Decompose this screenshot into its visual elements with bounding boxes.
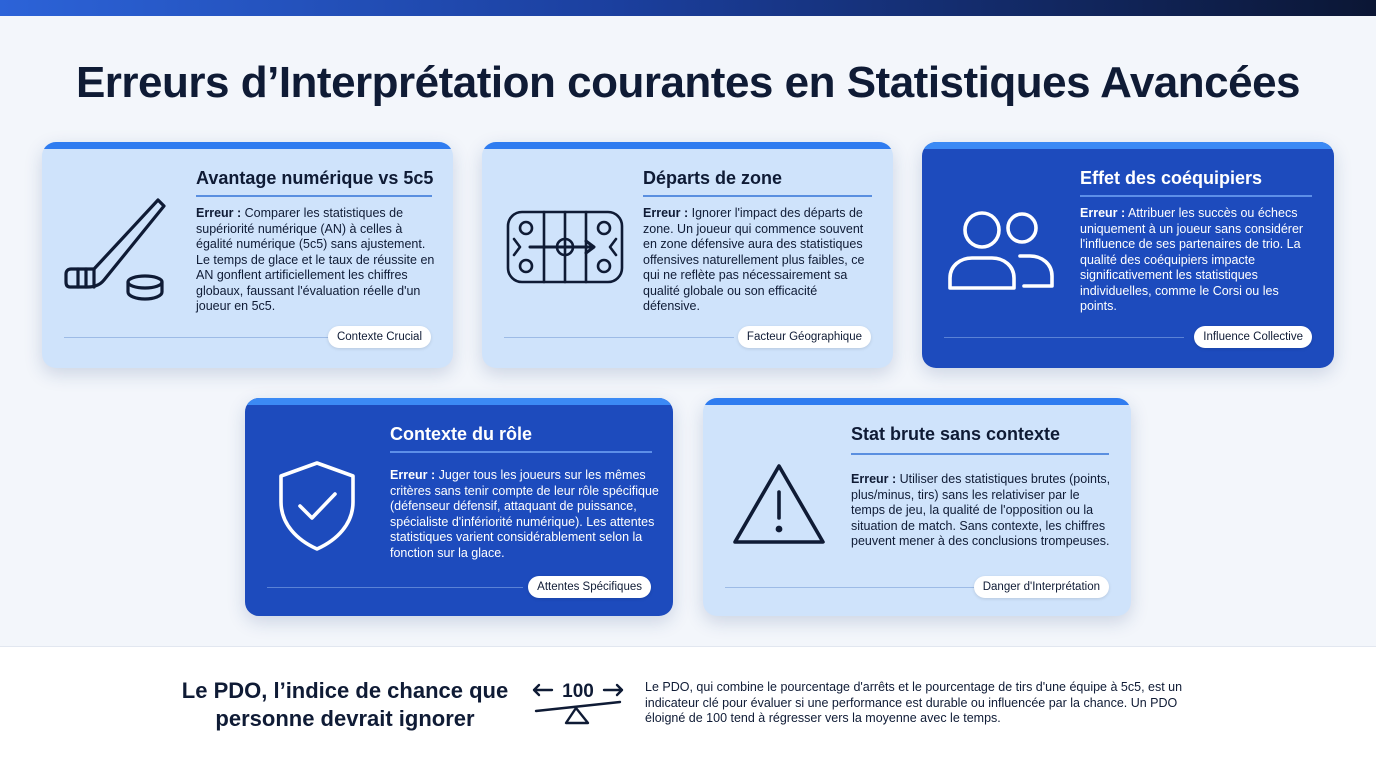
title-divider xyxy=(851,453,1109,455)
title-divider xyxy=(390,451,652,453)
page-title: Erreurs d’Interprétation courantes en Statistiques Avancées xyxy=(75,58,1301,107)
card-raw-stats xyxy=(703,398,1131,616)
balance-scale-icon xyxy=(530,677,626,733)
error-text: Utiliser des statistiques brutes (points, plus/minus, tirs) sans les relativiser par le temps de jeu, la qualité de l'opposition ou la situation de match. Sans contexte, les chiffres peuvent mener à des conclusions trompeuses. xyxy=(851,472,1111,548)
card-description xyxy=(1080,206,1312,315)
card-badge: Attentes Spécifiques xyxy=(528,576,651,598)
card-badge: Influence Collective xyxy=(1194,326,1312,348)
card-footer-divider xyxy=(267,587,523,588)
card-description xyxy=(196,206,440,315)
error-label: Erreur : xyxy=(1080,206,1126,220)
top-accent-bar xyxy=(0,0,1376,16)
card-title: Effet des coéquipiers xyxy=(1080,168,1263,188)
card-footer-divider xyxy=(504,337,734,338)
card-badge: Contexte Crucial xyxy=(328,326,431,348)
card-power-play xyxy=(42,142,453,368)
card-footer-divider xyxy=(725,587,975,588)
title-divider xyxy=(643,195,872,197)
card-badge: Danger d'Interprétation xyxy=(974,576,1109,598)
error-text: Juger tous les joueurs sur les mêmes critères sans tenir compte de leur rôle spécifique (défenseur défensif, attaquant de puissance, spécialiste d'infériorité numérique). Les attentes statistiques varient considérablement selon la fonction sur la glace. xyxy=(390,468,659,560)
hockey-stick-puck-icon xyxy=(64,194,174,304)
card-footer-divider xyxy=(64,337,356,338)
scale-value: 100 xyxy=(562,681,594,702)
error-label: Erreur : xyxy=(851,472,897,486)
users-icon xyxy=(946,206,1056,292)
card-description xyxy=(390,468,664,561)
error-text: Attribuer les succès ou échecs uniquement à un joueur sans considérer l'influence de ses partenaires de trio. La qualité des coéquipiers impacte significativement les statistiques individuelles, comme le Corsi ou les points. xyxy=(1080,206,1304,313)
card-title: Contexte du rôle xyxy=(390,424,533,444)
footer-title: Le PDO, l’indice de chance que personne devrait ignorer xyxy=(181,678,509,731)
error-text: Comparer les statistiques de supériorité numérique (AN) à celles à égalité numérique (5c5) sans ajustement. Le temps de glace et le taux de réussite en AN gonflent artificiellement les chiffres globaux, faussant l'évaluation réelle d'un joueur en 5c5. xyxy=(196,206,435,313)
card-title: Départs de zone xyxy=(643,168,783,188)
card-description xyxy=(643,206,875,315)
card-footer-divider xyxy=(944,337,1184,338)
card-description xyxy=(851,472,1113,550)
card-zone-starts xyxy=(482,142,893,368)
warning-icon xyxy=(731,462,827,548)
card-badge: Facteur Géographique xyxy=(738,326,871,348)
title-divider xyxy=(196,195,432,197)
footer-description: Le PDO, qui combine le pourcentage d'arrêts et le pourcentage de tirs d'une équipe à 5c5, est un indicateur clé pour évaluer si une performance est durable ou influencée par la chance. Un PDO éloigné de 100 tend à régresser vers la moyenne avec le temps. xyxy=(645,680,1183,725)
pdo-footer xyxy=(0,646,1376,768)
shield-check-icon xyxy=(277,460,357,552)
title-divider xyxy=(1080,195,1312,197)
error-text: Ignorer l'impact des départs de zone. Un joueur qui commence souvent en zone défensive aura des statistiques offensives naturellement plus faibles, ce qui ne reflète pas nécessairement sa qualité globale ou son efficacité défensive. xyxy=(643,206,865,313)
error-label: Erreur : xyxy=(643,206,689,220)
error-label: Erreur : xyxy=(390,468,436,482)
card-title: Avantage numérique vs 5c5 xyxy=(196,168,434,188)
hockey-rink-icon xyxy=(506,210,624,284)
card-teammates xyxy=(922,142,1334,368)
card-role-context xyxy=(245,398,673,616)
card-title: Stat brute sans contexte xyxy=(851,424,1061,444)
error-label: Erreur : xyxy=(196,206,242,220)
